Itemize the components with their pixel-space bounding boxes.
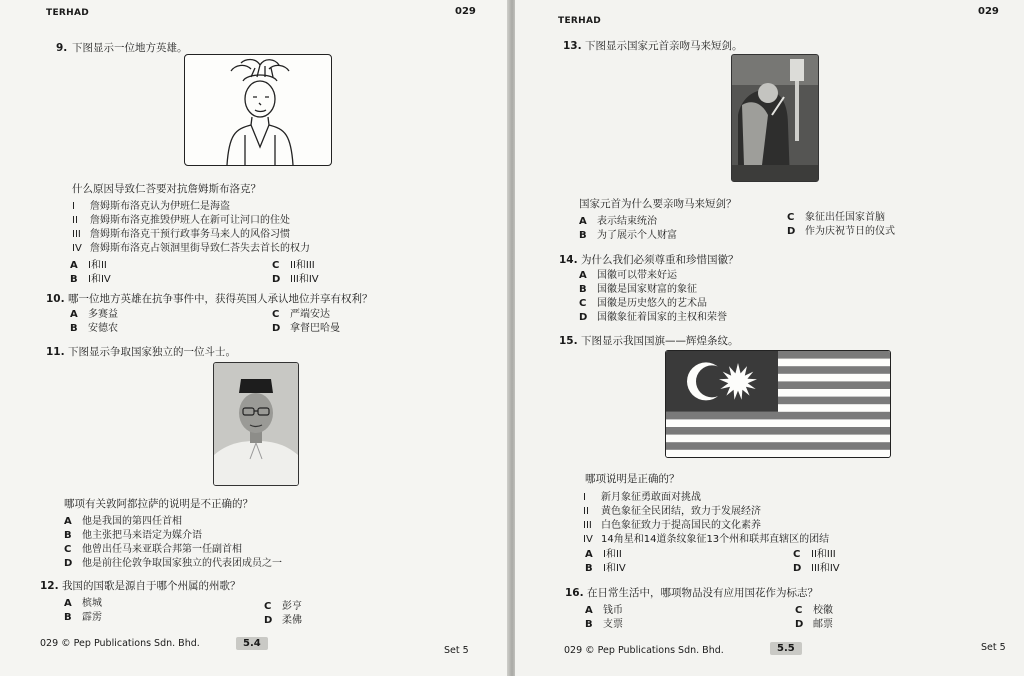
question-number: 14. [559,254,578,266]
question-text: 在日常生活中，哪项物品没有应用国花作为标志？ [587,587,818,599]
question-text: 下图显示一位地方英雄。 [72,42,188,54]
question-12-stem [40,578,241,593]
answer-option-a[interactable]: A I和II [70,260,107,271]
statement-row: II 黄色象征全民团结，致力于发展经济 [583,506,761,517]
answer-option-c[interactable]: C 他曾出任马来亚联合邦第一任副首相 [64,544,242,555]
question-14-stem [559,252,739,267]
left-page [0,0,509,676]
right-page [515,0,1024,676]
answer-option-d[interactable]: D III和IV [793,563,840,574]
question-13-prompt: 国家元首为什么要亲吻马来短剑？ [579,198,737,210]
answer-option-a[interactable]: A I和II [585,549,622,560]
question-text: 下图显示国家元首亲吻马来短剑。 [585,40,743,52]
question-number: 11. [46,346,65,358]
question-text: 我国的国歌是源自于哪个州属的州歌？ [62,580,241,592]
question-number: 10. [46,293,65,305]
answer-option-d[interactable]: D 国徽象征着国家的主权和荣誉 [579,312,727,323]
answer-option-d[interactable]: D 柔佛 [264,615,302,626]
statement-row: II 詹姆斯布洛克推毁伊班人在新可让河口的住处 [72,215,290,226]
answer-option-b[interactable]: B 国徽是国家财富的象征 [579,284,697,295]
answer-option-c[interactable]: C 国徽是历史悠久的艺术品 [579,298,707,309]
page-number: 5.4 [236,637,268,650]
statement-row: IV 詹姆斯布洛克占领洄里街导致仁荅失去首长的权力 [72,243,310,254]
paper-code: 029 [978,6,999,17]
question-11-prompt: 哪项有关敦阿都拉萨的说明是不正确的？ [64,498,253,510]
question-13-stem [563,38,743,53]
portrait-drawing [214,363,298,485]
answer-option-a[interactable]: A 槟城 [64,598,102,609]
question-11-stem [46,344,236,359]
answer-option-d[interactable]: D 他是前往伦敦争取国家独立的代表团成员之一 [64,558,282,569]
answer-option-a[interactable]: A 他是我国的第四任首相 [64,516,182,527]
answer-option-d[interactable]: D 作为庆祝节日的仪式 [787,226,895,237]
statement-row: IV 14角星和14道条纹象征13个州和联邦直辖区的团结 [583,534,830,545]
local-hero-illustration [184,54,332,166]
answer-option-b[interactable]: B 支票 [585,619,623,630]
answer-option-a[interactable]: A 国徽可以带来好运 [579,270,677,281]
statement-row: I 新月象征勇敢面对挑战 [583,492,701,503]
set-label: Set 5 [444,645,469,656]
question-number: 16. [565,587,584,599]
answer-option-d[interactable]: D 拿督巴哈曼 [272,323,340,334]
question-number: 13. [563,40,582,52]
answer-option-c[interactable]: C 校徽 [795,605,833,616]
question-10-stem [46,291,373,306]
answer-option-c[interactable]: C 象征出任国家首脑 [787,212,885,223]
answer-option-a[interactable]: A 钱币 [585,605,623,616]
flag-drawing [666,351,890,457]
answer-option-c[interactable]: C 彭亨 [264,601,302,612]
ruler-kissing-keris-photo [731,54,819,182]
question-number: 15. [559,335,578,347]
question-9-prompt: 什么原因导致仁荅要对抗詹姆斯布洛克？ [72,183,261,195]
set-label: Set 5 [981,642,1006,653]
question-text: 哪一位地方英雄在抗争事件中，获得英国人承认地位并享有权利？ [68,293,373,305]
statement-row: III 白色象征致力于提高国民的文化素养 [583,520,761,531]
hero-drawing [185,55,331,165]
question-number: 9. [56,42,68,54]
answer-option-c[interactable]: C 严端安达 [272,309,330,320]
publisher-footer: 029 © Pep Publications Sdn. Bhd. [40,638,200,649]
question-text: 下图显示我国国旗——辉煌条纹。 [581,335,739,347]
statement-row: I 詹姆斯布洛克认为伊班仁是海盗 [72,201,230,212]
malaysian-flag [665,350,891,458]
question-16-stem [565,585,818,600]
answer-option-a[interactable]: A 表示结束统治 [579,216,657,227]
answer-option-d[interactable]: D 邮票 [795,619,833,630]
answer-option-b[interactable]: B 安德农 [70,323,118,334]
answer-option-b[interactable]: B I和IV [70,274,111,285]
question-text: 为什么我们必须尊重和珍惜国徽？ [581,254,739,266]
answer-option-b[interactable]: B 为了展示个人财富 [579,230,677,241]
question-number: 12. [40,580,59,592]
answer-option-b[interactable]: B 霹雳 [64,612,102,623]
answer-option-a[interactable]: A 多赛益 [70,309,118,320]
question-15-stem [559,333,739,348]
statement-row: III 詹姆斯布洛克干预行政事务马来人的风俗习惯 [72,229,290,240]
publisher-footer: 029 © Pep Publications Sdn. Bhd. [564,645,724,656]
answer-option-b[interactable]: B 他主张把马来语定为媒介语 [64,530,202,541]
answer-option-c[interactable]: C II和III [272,260,315,271]
question-15-prompt: 哪项说明是正确的？ [585,473,680,485]
answer-option-d[interactable]: D III和IV [272,274,319,285]
question-9-stem [56,40,188,55]
question-text: 下图显示争取国家独立的一位斗士。 [68,346,236,358]
freedom-fighter-photo [213,362,299,486]
ceremony-drawing [732,55,818,181]
answer-option-b[interactable]: B I和IV [585,563,626,574]
restricted-label: TERHAD [558,16,601,26]
answer-option-c[interactable]: C II和III [793,549,836,560]
paper-code: 029 [455,6,476,17]
page-number: 5.5 [770,642,802,655]
restricted-label: TERHAD [46,8,89,18]
